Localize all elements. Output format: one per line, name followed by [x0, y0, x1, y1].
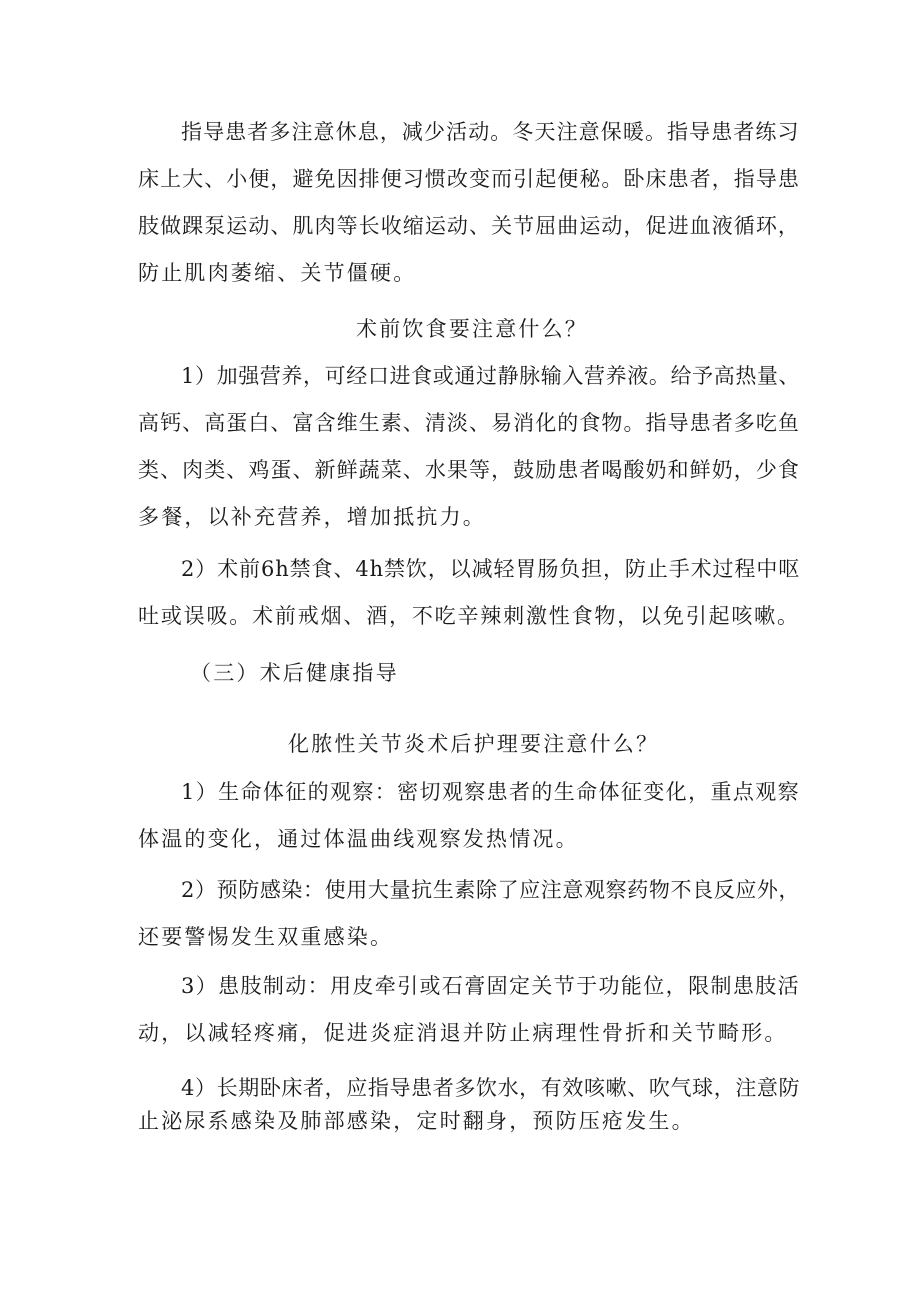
text-line: 高钙、高蛋白、富含维生素、清淡、易消化的食物。指导患者多吃鱼	[138, 411, 800, 435]
text-line: 3）患肢制动：用皮牵引或石膏固定关节于功能位，限制患肢活	[181, 974, 800, 998]
text-line: 吐或误吸。术前戒烟、酒，不吃辛辣刺激性食物，以免引起咳嗽。	[138, 604, 800, 628]
text-line: 多餐，以补充营养，增加抵抗力。	[138, 505, 486, 529]
text-line: 床上大、小便，避免因排便习惯改变而引起便秘。卧床患者，指导患	[138, 167, 800, 191]
text-line: 动，以减轻疼痛，促进炎症消退并防止病理性骨折和关节畸形。	[138, 1021, 788, 1045]
text-line: 止泌尿系感染及肺部感染，定时翻身，预防压疮发生。	[138, 1109, 695, 1133]
text-line: 体温的变化，通过体温曲线观察发热情况。	[138, 827, 579, 851]
text-line: 4）长期卧床者，应指导患者多饮水，有效咳嗽、吹气球，注意防	[181, 1076, 801, 1100]
text-line: 指导患者多注意休息，减少活动。冬天注意保暖。指导患者练习	[181, 120, 800, 144]
heading-preop-diet: 术前饮食要注意什么？	[356, 317, 588, 341]
text-line: 肢做踝泵运动、肌肉等长收缩运动、关节屈曲运动，促进血液循环，	[138, 214, 800, 238]
text-line: 1）加强营养，可经口进食或通过静脉输入营养液。给予高热量、	[181, 364, 801, 388]
section-heading-postop: （三）术后健康指导	[190, 661, 399, 685]
text-line: 2）术前6h禁食、4h禁饮，以减轻胃肠负担，防止手术过程中呕	[181, 557, 801, 581]
text-line: 防止肌肉萎缩、关节僵硬。	[138, 261, 417, 285]
text-line: 1）生命体征的观察：密切观察患者的生命体征变化，重点观察	[181, 780, 800, 804]
text-line: 还要警惕发生双重感染。	[138, 925, 394, 949]
heading-postop-care: 化脓性关节炎术后护理要注意什么？	[288, 732, 660, 756]
text-line: 类、肉类、鸡蛋、新鲜蔬菜、水果等，鼓励患者喝酸奶和鲜奶，少食	[138, 458, 800, 482]
text-line: 2）预防感染：使用大量抗生素除了应注意观察药物不良反应外，	[181, 878, 801, 902]
